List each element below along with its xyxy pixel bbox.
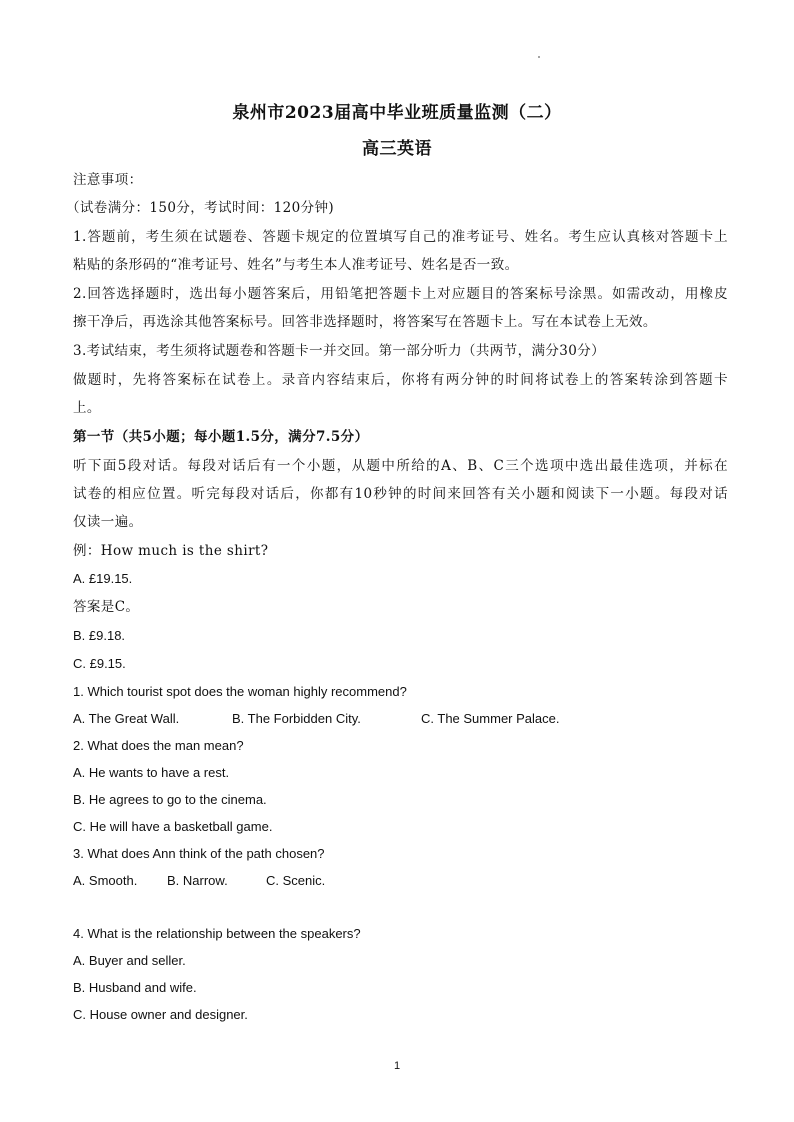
example-option-a: A. £19.15. [73,571,133,586]
exam-title: 泉州市2023届高中毕业班质量监测（二） [232,103,562,123]
section-1-heading: 第一节（共5小题；每小题1.5分，满分7.5分） [73,429,369,445]
section-1-instructions-line-1: 听下面5段对话。每段对话后有一个小题，从题中所给的A、B、C三个选项中选出最佳选项，并标在 [73,458,728,474]
question-2-option-a: A. He wants to have a rest. [73,765,230,780]
note-item-3-line-1: 3.考试结束，考生须将试题卷和答题卡一并交回。第一部分听力（共两节，满分30分） [73,343,606,359]
page-number: 1 [393,1060,401,1072]
example-option-b: B. £9.18. [73,628,126,643]
exam-subject: 高三英语 [362,139,432,159]
question-2-stem: 2. What does the man mean? [73,738,244,753]
question-1-option-a: A. The Great Wall. [73,711,180,726]
question-4-option-a: A. Buyer and seller. [73,953,186,968]
question-4-option-b: B. Husband and wife. [73,980,197,995]
note-item-1-line-1: 1.答题前，考生须在试题卷、答题卡规定的位置填写自己的准考证号、姓名。考生应认真核对答题卡上 [73,229,728,245]
question-3-option-a: A. Smooth. [73,873,138,888]
note-item-3-line-2: 做题时，先将答案标在试卷上。录音内容结束后，你将有两分钟的时间将试卷上的答案转涂到答题卡 [73,372,728,388]
question-2-option-b: B. He agrees to go to the cinema. [73,792,267,807]
score-info: （试卷满分：150分，考试时间：120分钟) [66,200,335,216]
note-item-1-line-2: 粘贴的条形码的“准考证号、姓名”与考生本人准考证号、姓名是否一致。 [73,257,519,273]
example-option-c: C. £9.15. [73,656,126,671]
question-1-option-c: C. The Summer Palace. [421,711,560,726]
question-1-option-b: B. The Forbidden City. [232,711,361,726]
question-4-stem: 4. What is the relationship between the speakers? [73,926,361,941]
note-item-2-line-2: 擦干净后，再选涂其他答案标号。回答非选择题时，将答案写在答题卡上。写在本试卷上无效。 [73,314,657,330]
example-question: 例：How much is the shirt? [73,543,269,559]
question-2-option-c: C. He will have a basketball game. [73,819,273,834]
note-item-2-line-1: 2.回答选择题时，选出每小题答案后，用铅笔把答题卡上对应题目的答案标号涂黑。如需改动，用橡皮 [73,286,728,302]
example-answer: 答案是C。 [73,599,140,615]
question-1-stem: 1. Which tourist spot does the woman highly recommend? [73,684,407,699]
section-1-instructions-line-3: 仅读一遍。 [73,514,143,530]
scan-speck [538,56,540,58]
question-3-option-c: C. Scenic. [266,873,326,888]
note-item-3-line-3: 上。 [73,400,101,416]
question-3-stem: 3. What does Ann think of the path chosen? [73,846,325,861]
question-4-option-c: C. House owner and designer. [73,1007,248,1022]
section-1-instructions-line-2: 试卷的相应位置。听完每段对话后，你都有10秒钟的时间来回答有关小题和阅读下一小题。每段对话 [73,486,728,502]
question-3-option-b: B. Narrow. [167,873,228,888]
notes-heading: 注意事项： [73,172,143,188]
